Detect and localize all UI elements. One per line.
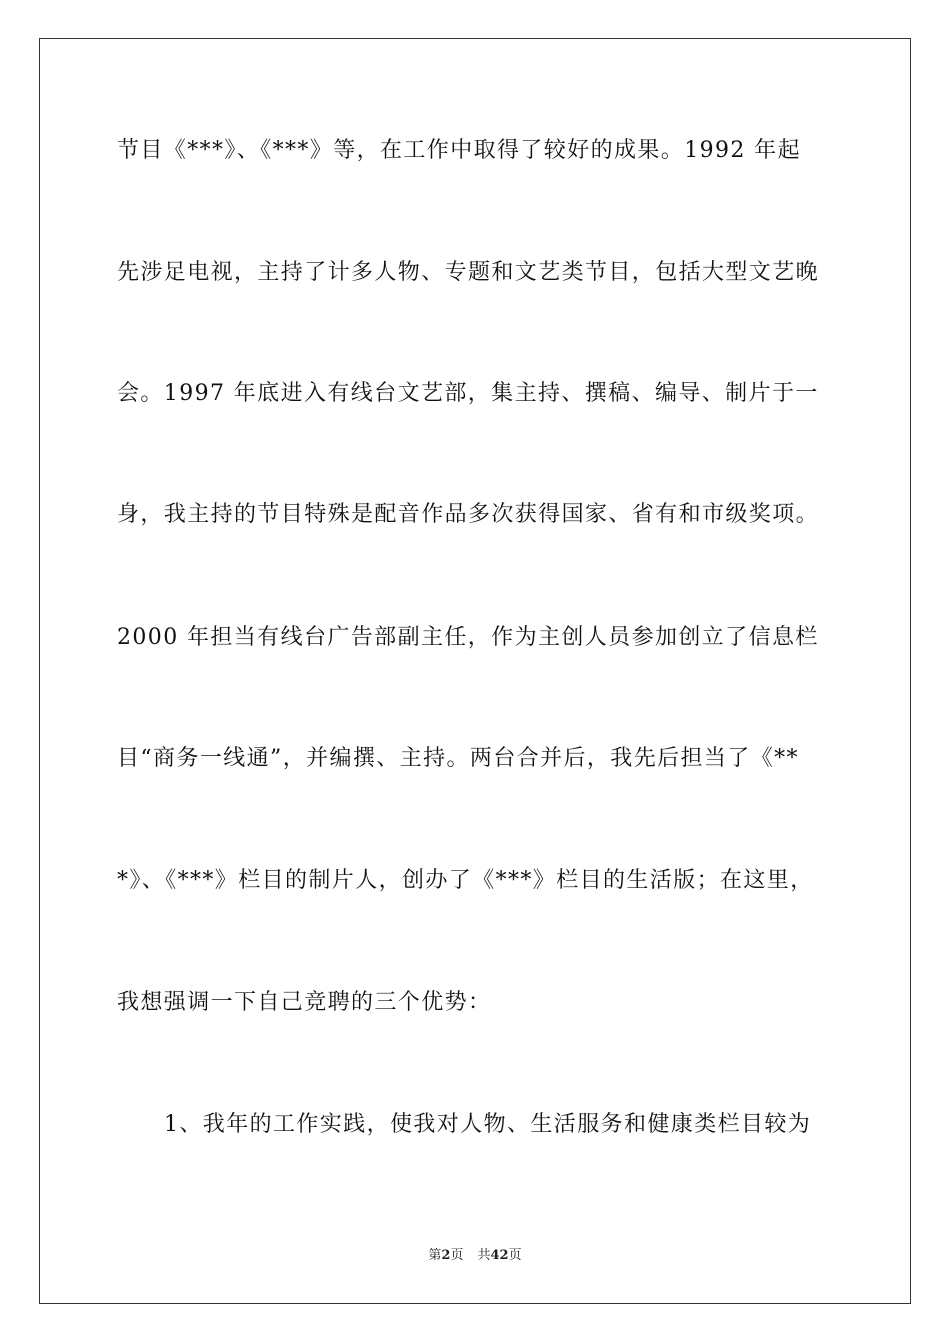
body-text-line-6: 目“商务一线通”，并编撰、主持。两台合并后，我先后担当了《** — [117, 746, 799, 771]
body-text-line-3: 会。1997 年底进入有线台文艺部，集主持、撰稿、编导、制片于一 — [117, 381, 819, 406]
body-text-line-4: 身，我主持的节目特殊是配音作品多次获得国家、省有和市级奖项。 — [117, 502, 820, 527]
page-number: 2 — [441, 1248, 451, 1263]
body-text-line-8: 我想强调一下自己竞聘的三个优势： — [117, 990, 492, 1015]
body-text-line-9: 1、我年的工作实践，使我对人物、生活服务和健康类栏目较为 — [164, 1112, 812, 1137]
page-footer — [0, 1248, 950, 1264]
body-text-line-2: 先涉足电视，主持了计多人物、专题和文艺类节目，包括大型文艺晚 — [117, 260, 820, 285]
body-text-line-1: 节目《***》、《***》等，在工作中取得了较好的成果。1992 年起 — [117, 138, 801, 163]
total-prefix: 共 — [477, 1248, 491, 1263]
body-text-line-7: *》、《***》栏目的制片人，创办了《***》栏目的生活版；在这里， — [117, 868, 814, 893]
page-suffix: 页 — [450, 1248, 464, 1263]
page-prefix: 第 — [428, 1248, 442, 1263]
body-text-line-5: 2000 年担当有线台广告部副主任，作为主创人员参加创立了信息栏 — [117, 625, 819, 650]
total-pages: 42 — [490, 1248, 509, 1263]
total-suffix: 页 — [508, 1248, 522, 1263]
